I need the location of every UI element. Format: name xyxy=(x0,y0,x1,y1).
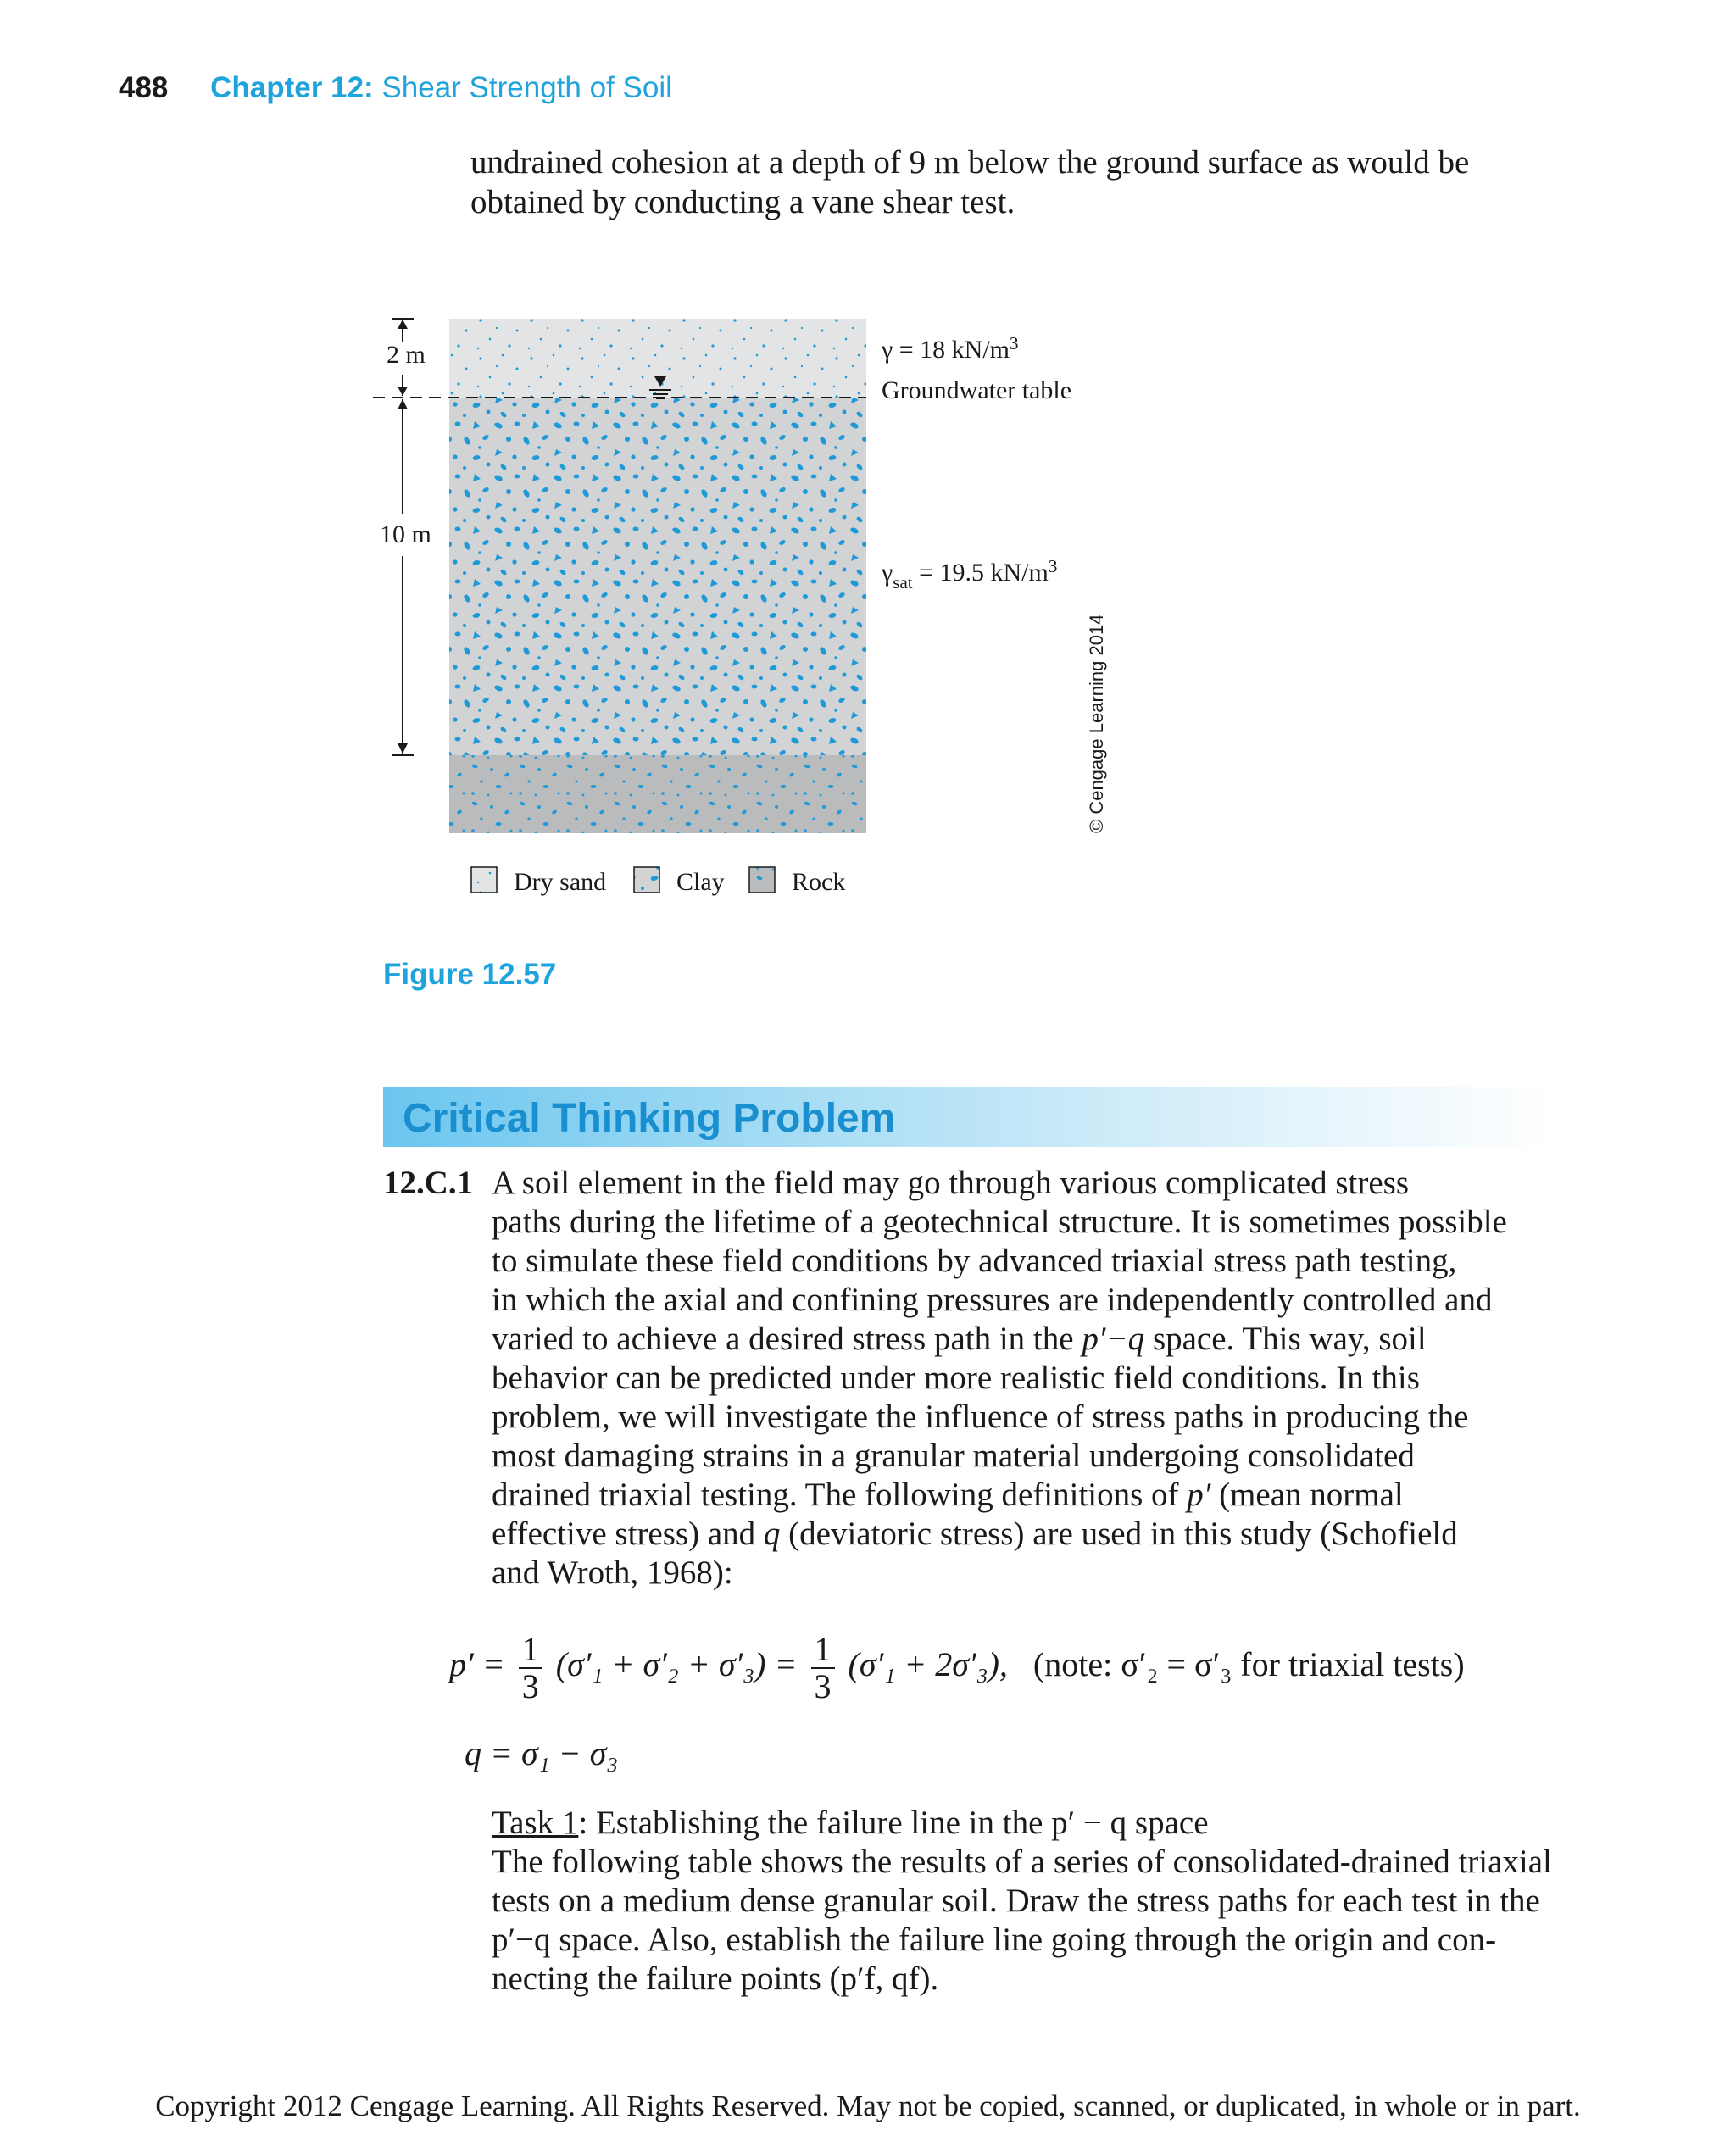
legend-clay-label: Clay xyxy=(676,868,725,896)
figure-caption: Figure 12.57 xyxy=(383,958,557,991)
equation-mean-stress: p′ = $\frac{1}{3}$ (σ′₁ + σ′₂ + σ′₃) = $\frac{1}{3}$ (σ′₁ + 2σ′₃), (note: σ′₂ = σ′₃ for triaxial tests) xyxy=(449,1630,1465,1705)
figure-legend xyxy=(471,867,845,896)
text-line: The following table shows the results of a series of consolidated-drained triaxial xyxy=(492,1844,1552,1880)
equation-deviatoric-stress: q = σ₁ − σ₃ xyxy=(465,1734,619,1772)
text-line: and Wroth, 1968): xyxy=(492,1555,733,1591)
dim-2m-label: 2 m xyxy=(387,341,426,369)
legend-clay-swatch xyxy=(634,867,659,893)
task-1 xyxy=(492,1804,1560,1999)
figure-copyright: © Cengage Learning 2014 xyxy=(1086,614,1107,833)
text-line: p′−q space. Also, establish the failure line going through the origin and con- xyxy=(492,1922,1497,1958)
clay-sat-unit-weight: $\gamma_{sat} = 19.5$ $kN/m^3$ xyxy=(882,556,1058,592)
dim-10m-label: 10 m xyxy=(380,520,431,548)
text-line: most damaging strains in a granular material undergoing consolidated xyxy=(492,1438,1415,1474)
dry-sand-layer xyxy=(449,319,866,398)
intro-line: undrained cohesion at a depth of 9 m below the ground surface as would be xyxy=(470,144,1470,181)
clay-layer xyxy=(449,398,866,755)
text-line: behavior can be predicted under more realistic field conditions. In this xyxy=(492,1360,1420,1396)
chapter-label: Chapter 12: xyxy=(210,71,374,104)
legend-dry-sand-label: Dry sand xyxy=(514,868,607,896)
text-line: in which the axial and confining pressures are independently controlled and xyxy=(492,1282,1493,1318)
task-title: Task 1: Establishing the failure line in the p′ − q space xyxy=(492,1805,1209,1841)
text-line: problem, we will investigate the influence of stress paths in producing the xyxy=(492,1399,1469,1435)
problem-number: 12.C.1 xyxy=(383,1165,474,1201)
dry-sand-unit-weight: γ = 18 $kN/m^3$ xyxy=(882,333,1019,364)
groundwater-table-label: Groundwater table xyxy=(882,376,1072,404)
intro-paragraph xyxy=(470,142,1572,222)
page-number: 488 xyxy=(119,71,169,104)
chapter-title: Shear Strength of Soil xyxy=(381,71,672,104)
text-line: effective stress) and q (deviatoric stress) are used in this study (Schofield xyxy=(492,1516,1458,1552)
text-line: tests on a medium dense granular soil. Draw the stress paths for each test in the xyxy=(492,1883,1540,1919)
rock-layer xyxy=(449,755,866,833)
copyright-footer: Copyright 2012 Cengage Learning. All Rights Reserved. May not be copied, scanned, or duplicated, in whole or in part. xyxy=(155,2089,1581,2122)
fraction-one-third: $\frac{1}{3}$ xyxy=(519,1632,542,1705)
text-line: drained triaxial testing. The following definitions of p′ (mean normal xyxy=(492,1477,1404,1513)
section-title: Critical Thinking Problem xyxy=(403,1096,896,1141)
legend-rock-swatch xyxy=(749,867,775,893)
legend-dry-sand-swatch xyxy=(471,867,497,893)
intro-line: obtained by conducting a vane shear test. xyxy=(470,184,1015,220)
text-line: to simulate these field conditions by advanced triaxial stress path testing, xyxy=(492,1243,1457,1279)
text-line: varied to achieve a desired stress path in the p′−q space. This way, soil xyxy=(492,1321,1427,1357)
fraction-one-third: $\frac{1}{3}$ xyxy=(811,1632,835,1705)
text-line: A soil element in the field may go through various complicated stress xyxy=(492,1165,1410,1201)
text-line: paths during the lifetime of a geotechnical structure. It is sometimes possible xyxy=(492,1204,1507,1240)
soil-profile-figure xyxy=(373,314,1136,907)
problem-text xyxy=(492,1164,1551,1593)
dimension-10m xyxy=(392,399,414,755)
page-header xyxy=(119,71,672,105)
legend-rock-label: Rock xyxy=(792,868,846,896)
text-line: necting the failure points (p′f, qf). xyxy=(492,1961,939,1997)
